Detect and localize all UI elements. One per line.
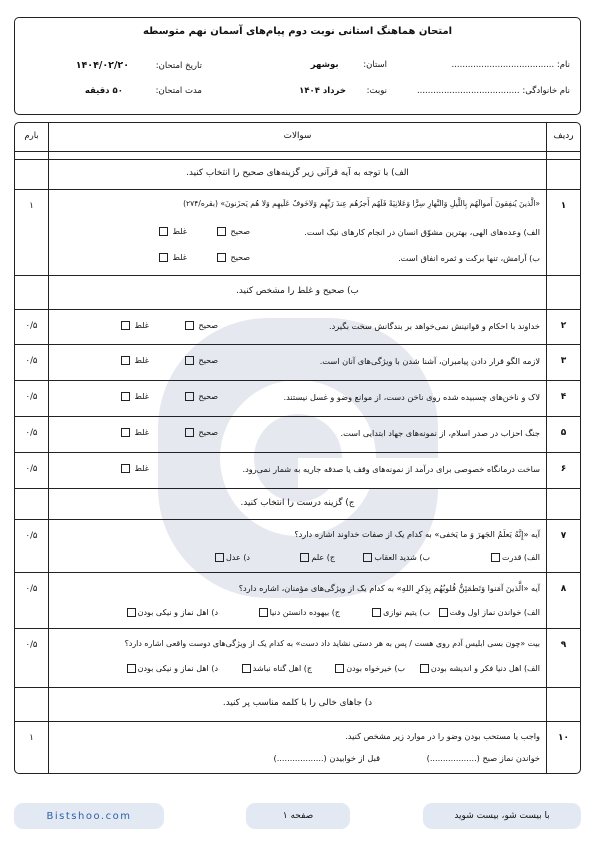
false-option[interactable] — [119, 464, 149, 473]
false-label: غلط — [172, 227, 187, 236]
q1a-false-option[interactable] — [157, 227, 187, 236]
checkbox[interactable] — [121, 464, 130, 473]
option-label: د) اهل نماز و نیکی بودن — [137, 608, 218, 617]
true-label: صحیح — [198, 321, 219, 330]
footer-slogan: با بیست شو، بیست شوید — [423, 803, 581, 829]
question-score: ۰/۵ — [25, 428, 38, 438]
false-label: غلط — [134, 428, 149, 437]
false-label: غلط — [134, 392, 149, 401]
false-option[interactable] — [119, 321, 149, 330]
question-number: ۱۰ — [558, 733, 569, 743]
checkbox[interactable] — [185, 392, 194, 401]
checkbox[interactable] — [217, 253, 226, 262]
questions-table — [14, 122, 581, 774]
option-label: د) اهل نماز و نیکی بودن — [137, 664, 218, 673]
question-score: ۱ — [29, 733, 34, 743]
date-field — [76, 60, 202, 71]
q1b-true-option[interactable] — [215, 253, 250, 262]
checkbox[interactable] — [185, 356, 194, 365]
question-score: ۰/۵ — [25, 321, 38, 331]
question-text: بیت «چون بسی ابلیس آدم روی هست / پس به هر دستی نشاید داد دست» به کدام یک از ویژگی‌های دوست واقعی اشاره دارد؟ — [124, 639, 540, 648]
true-label: صحیح — [198, 356, 219, 365]
question-text: جنگ احزاب در صدر اسلام، از نمونه‌های جهاد ابتدایی است. — [340, 428, 540, 438]
option-label: ج) بیهوده دانستن دنیا — [269, 608, 340, 617]
option-label: ب) خیرخواه بودن — [346, 664, 405, 673]
question-7-row — [15, 519, 580, 573]
question-number: ۳ — [560, 356, 567, 366]
name-label: نام: — [556, 60, 570, 70]
question-score: ۱ — [29, 201, 34, 211]
false-label: غلط — [172, 253, 187, 262]
question-1-row — [15, 189, 580, 276]
question-score: ۰/۵ — [25, 356, 38, 366]
header-questions-label: سوالات — [283, 131, 312, 141]
true-option[interactable] — [183, 321, 218, 330]
table-header-row — [15, 123, 580, 152]
option-label: ج) علم — [311, 553, 335, 562]
option-b[interactable] — [361, 553, 430, 562]
date-label: تاریخ امتحان: — [155, 61, 202, 71]
option-a[interactable] — [418, 664, 540, 673]
checkbox[interactable] — [259, 608, 268, 617]
true-option[interactable] — [183, 428, 218, 437]
checkbox[interactable] — [335, 664, 344, 673]
option-d[interactable] — [125, 608, 218, 617]
section-d-row — [15, 687, 580, 722]
question-text: آیه «الَّذینَ آمَنوا وَتَطمَئِنُّ قُلوبُهُم بِذِکرِ اللهِ» به کدام یک از ویژگی‌های مؤمنان، اشاره دارد؟ — [238, 583, 540, 593]
province-field — [311, 60, 387, 70]
family-dots: ...................................... — [416, 86, 520, 96]
checkbox[interactable] — [300, 553, 309, 562]
option-label: الف) خواندن نماز اول وقت — [449, 608, 540, 617]
turn-label: نوبت: — [366, 86, 387, 96]
false-label: غلط — [134, 464, 149, 473]
question-text: ساخت درمانگاه خصوصی برای درآمد از نمونه‌های وقف یا صدقه جاریه به شمار نمی‌رود. — [242, 464, 540, 474]
question-number: ۵ — [560, 428, 567, 438]
page-number: صفحه ۱ — [246, 803, 350, 829]
section-a-title: الف) با توجه به آیه قرآنی زیر گزینه‌های صحیح را انتخاب کنید. — [186, 168, 409, 178]
checkbox[interactable] — [215, 553, 224, 562]
checkbox[interactable] — [121, 356, 130, 365]
q1b-false-option[interactable] — [157, 253, 187, 262]
question-1-option-b: ب) آرامش، تنها برکت و ثمره انفاق است. — [398, 253, 540, 263]
question-number: ۲ — [560, 321, 567, 331]
question-10-row — [15, 721, 580, 774]
checkbox[interactable] — [127, 664, 136, 673]
question-number: ۶ — [560, 464, 567, 474]
question-text: خداوند با احکام و قوانینش نمی‌خواهد بر بندگانش سخت بگیرد. — [328, 321, 540, 331]
option-b[interactable] — [333, 664, 405, 673]
checkbox[interactable] — [185, 428, 194, 437]
option-d[interactable] — [125, 664, 218, 673]
question-number: ۸ — [560, 584, 567, 594]
checkbox[interactable] — [159, 227, 168, 236]
true-label: صحیح — [198, 392, 219, 401]
family-label: نام خانوادگی: — [522, 86, 570, 96]
option-c[interactable] — [257, 608, 340, 617]
false-option[interactable] — [119, 392, 149, 401]
section-c-title: ج) گزینه درست را انتخاب کنید. — [240, 498, 355, 508]
false-option[interactable] — [119, 356, 149, 365]
header-score-label: بارم — [24, 131, 39, 141]
option-label: ج) اهل گناه نباشد — [252, 664, 312, 673]
false-label: غلط — [134, 356, 149, 365]
question-8-row — [15, 572, 580, 629]
checkbox[interactable] — [127, 608, 136, 617]
question-number: ۱ — [560, 201, 567, 211]
question-score: ۰/۵ — [25, 392, 38, 402]
option-label: الف) اهل دنیا فکر و اندیشه بودن — [430, 664, 540, 673]
option-b[interactable] — [370, 608, 430, 617]
option-label: ب) شدید العقاب — [374, 553, 430, 562]
family-field[interactable] — [417, 86, 570, 96]
turn-value: خرداد ۱۴۰۴ — [299, 86, 346, 96]
checkbox[interactable] — [491, 553, 500, 562]
name-dots: ...................................... — [451, 60, 555, 70]
question-9-row — [15, 628, 580, 688]
question-6-row — [15, 452, 580, 489]
false-option[interactable] — [119, 428, 149, 437]
section-b-title: ب) صحیح و غلط را مشخص کنید. — [236, 286, 359, 296]
question-text: لازمه الگو قرار دادن پیامبران، آشنا شدن با ویژگی‌های آنان است. — [319, 356, 540, 366]
checkbox[interactable] — [121, 392, 130, 401]
duration-label: مدت امتحان: — [155, 86, 202, 96]
option-d[interactable] — [213, 553, 250, 562]
checkbox[interactable] — [185, 321, 194, 330]
checkbox[interactable] — [217, 227, 226, 236]
exam-title: امتحان هماهنگ استانی نوبت دوم پیام‌های آسمان نهم متوسطه — [142, 26, 453, 37]
checkbox[interactable] — [121, 428, 130, 437]
question-3-row — [15, 344, 580, 381]
option-a[interactable] — [489, 553, 540, 562]
q1a-true-option[interactable] — [215, 227, 250, 236]
question-4-row — [15, 380, 580, 417]
checkbox[interactable] — [363, 553, 372, 562]
checkbox[interactable] — [242, 664, 251, 673]
duration-field — [85, 86, 202, 96]
question-score: ۰/۵ — [25, 584, 38, 594]
true-label: صحیح — [230, 253, 251, 262]
option-label: د) عدل — [225, 553, 250, 562]
brand-link[interactable]: Bistshoo.com — [14, 803, 164, 829]
option-label: ب) یتیم نوازی — [383, 608, 430, 617]
name-field[interactable] — [452, 60, 570, 70]
question-text: واجب یا مستحب بودن وضو را در موارد زیر مشخص کنید. — [345, 731, 540, 741]
province-label: استان: — [363, 60, 387, 70]
question-score: ۰/۵ — [25, 640, 38, 650]
section-c-row — [15, 488, 580, 520]
section-a-row — [15, 159, 580, 190]
question-5-row — [15, 416, 580, 453]
question-1-option-a: الف) وعده‌های الهی، بهترین مشوّق انسان در انجام کارهای نیک است. — [304, 227, 540, 237]
section-b-row — [15, 275, 580, 310]
question-number: ۴ — [560, 392, 567, 402]
question-number: ۷ — [560, 531, 567, 541]
province-value: بوشهر — [310, 60, 339, 70]
question-number: ۹ — [560, 640, 567, 650]
header-row-label: ردیف — [553, 131, 574, 141]
question-text: آیه «إِنَّهُ یَعلَمُ الجَهرَ وَ ما یَخفی» به کدام یک از صفات خداوند اشاره دارد؟ — [294, 529, 540, 539]
question-1-verse: «الَّذینَ یُنفِقونَ أَموالَهُم بِاللَّیلِ وَالنَّهارِ سِرًّا وَعَلانِیَةً فَلَهُم أَجرُهُم عِندَ رَبِّهِم وَلاخَوفٌ عَلَیهِم وَلا هُم یَحزَنونَ» (بقره/۲۷۴) — [183, 199, 540, 208]
question-score: ۰/۵ — [25, 464, 38, 474]
checkbox[interactable] — [159, 253, 168, 262]
true-label: صحیح — [198, 428, 219, 437]
checkbox[interactable] — [439, 608, 448, 617]
checkbox[interactable] — [121, 321, 130, 330]
option-a[interactable] — [437, 608, 540, 617]
true-option[interactable] — [183, 356, 218, 365]
question-2-row — [15, 309, 580, 345]
option-label: الف) قدرت — [501, 553, 540, 562]
question-score: ۰/۵ — [25, 531, 38, 541]
exam-header — [14, 17, 581, 115]
option-c[interactable] — [240, 664, 312, 673]
duration-value: ۵۰ دقیقه — [84, 86, 123, 96]
section-d-title: د) جاهای خالی را با کلمه مناسب پر کنید. — [222, 698, 373, 708]
checkbox[interactable] — [372, 608, 381, 617]
date-value: ۱۴۰۴/۰۲/۲۰ — [75, 60, 130, 71]
blank-morning-prayer[interactable]: خواندن نماز صبح (..................) — [426, 753, 540, 763]
true-option[interactable] — [183, 392, 218, 401]
blank-before-sleep[interactable]: قبل از خوابیدن (..................) — [273, 753, 380, 763]
turn-field — [299, 86, 387, 96]
true-label: صحیح — [230, 227, 251, 236]
option-c[interactable] — [298, 553, 335, 562]
checkbox[interactable] — [420, 664, 429, 673]
false-label: غلط — [134, 321, 149, 330]
question-text: لاک و ناخن‌های چسبیده شده روی ناخن دست، از موانع وضو و غسل نیستند. — [283, 392, 540, 402]
